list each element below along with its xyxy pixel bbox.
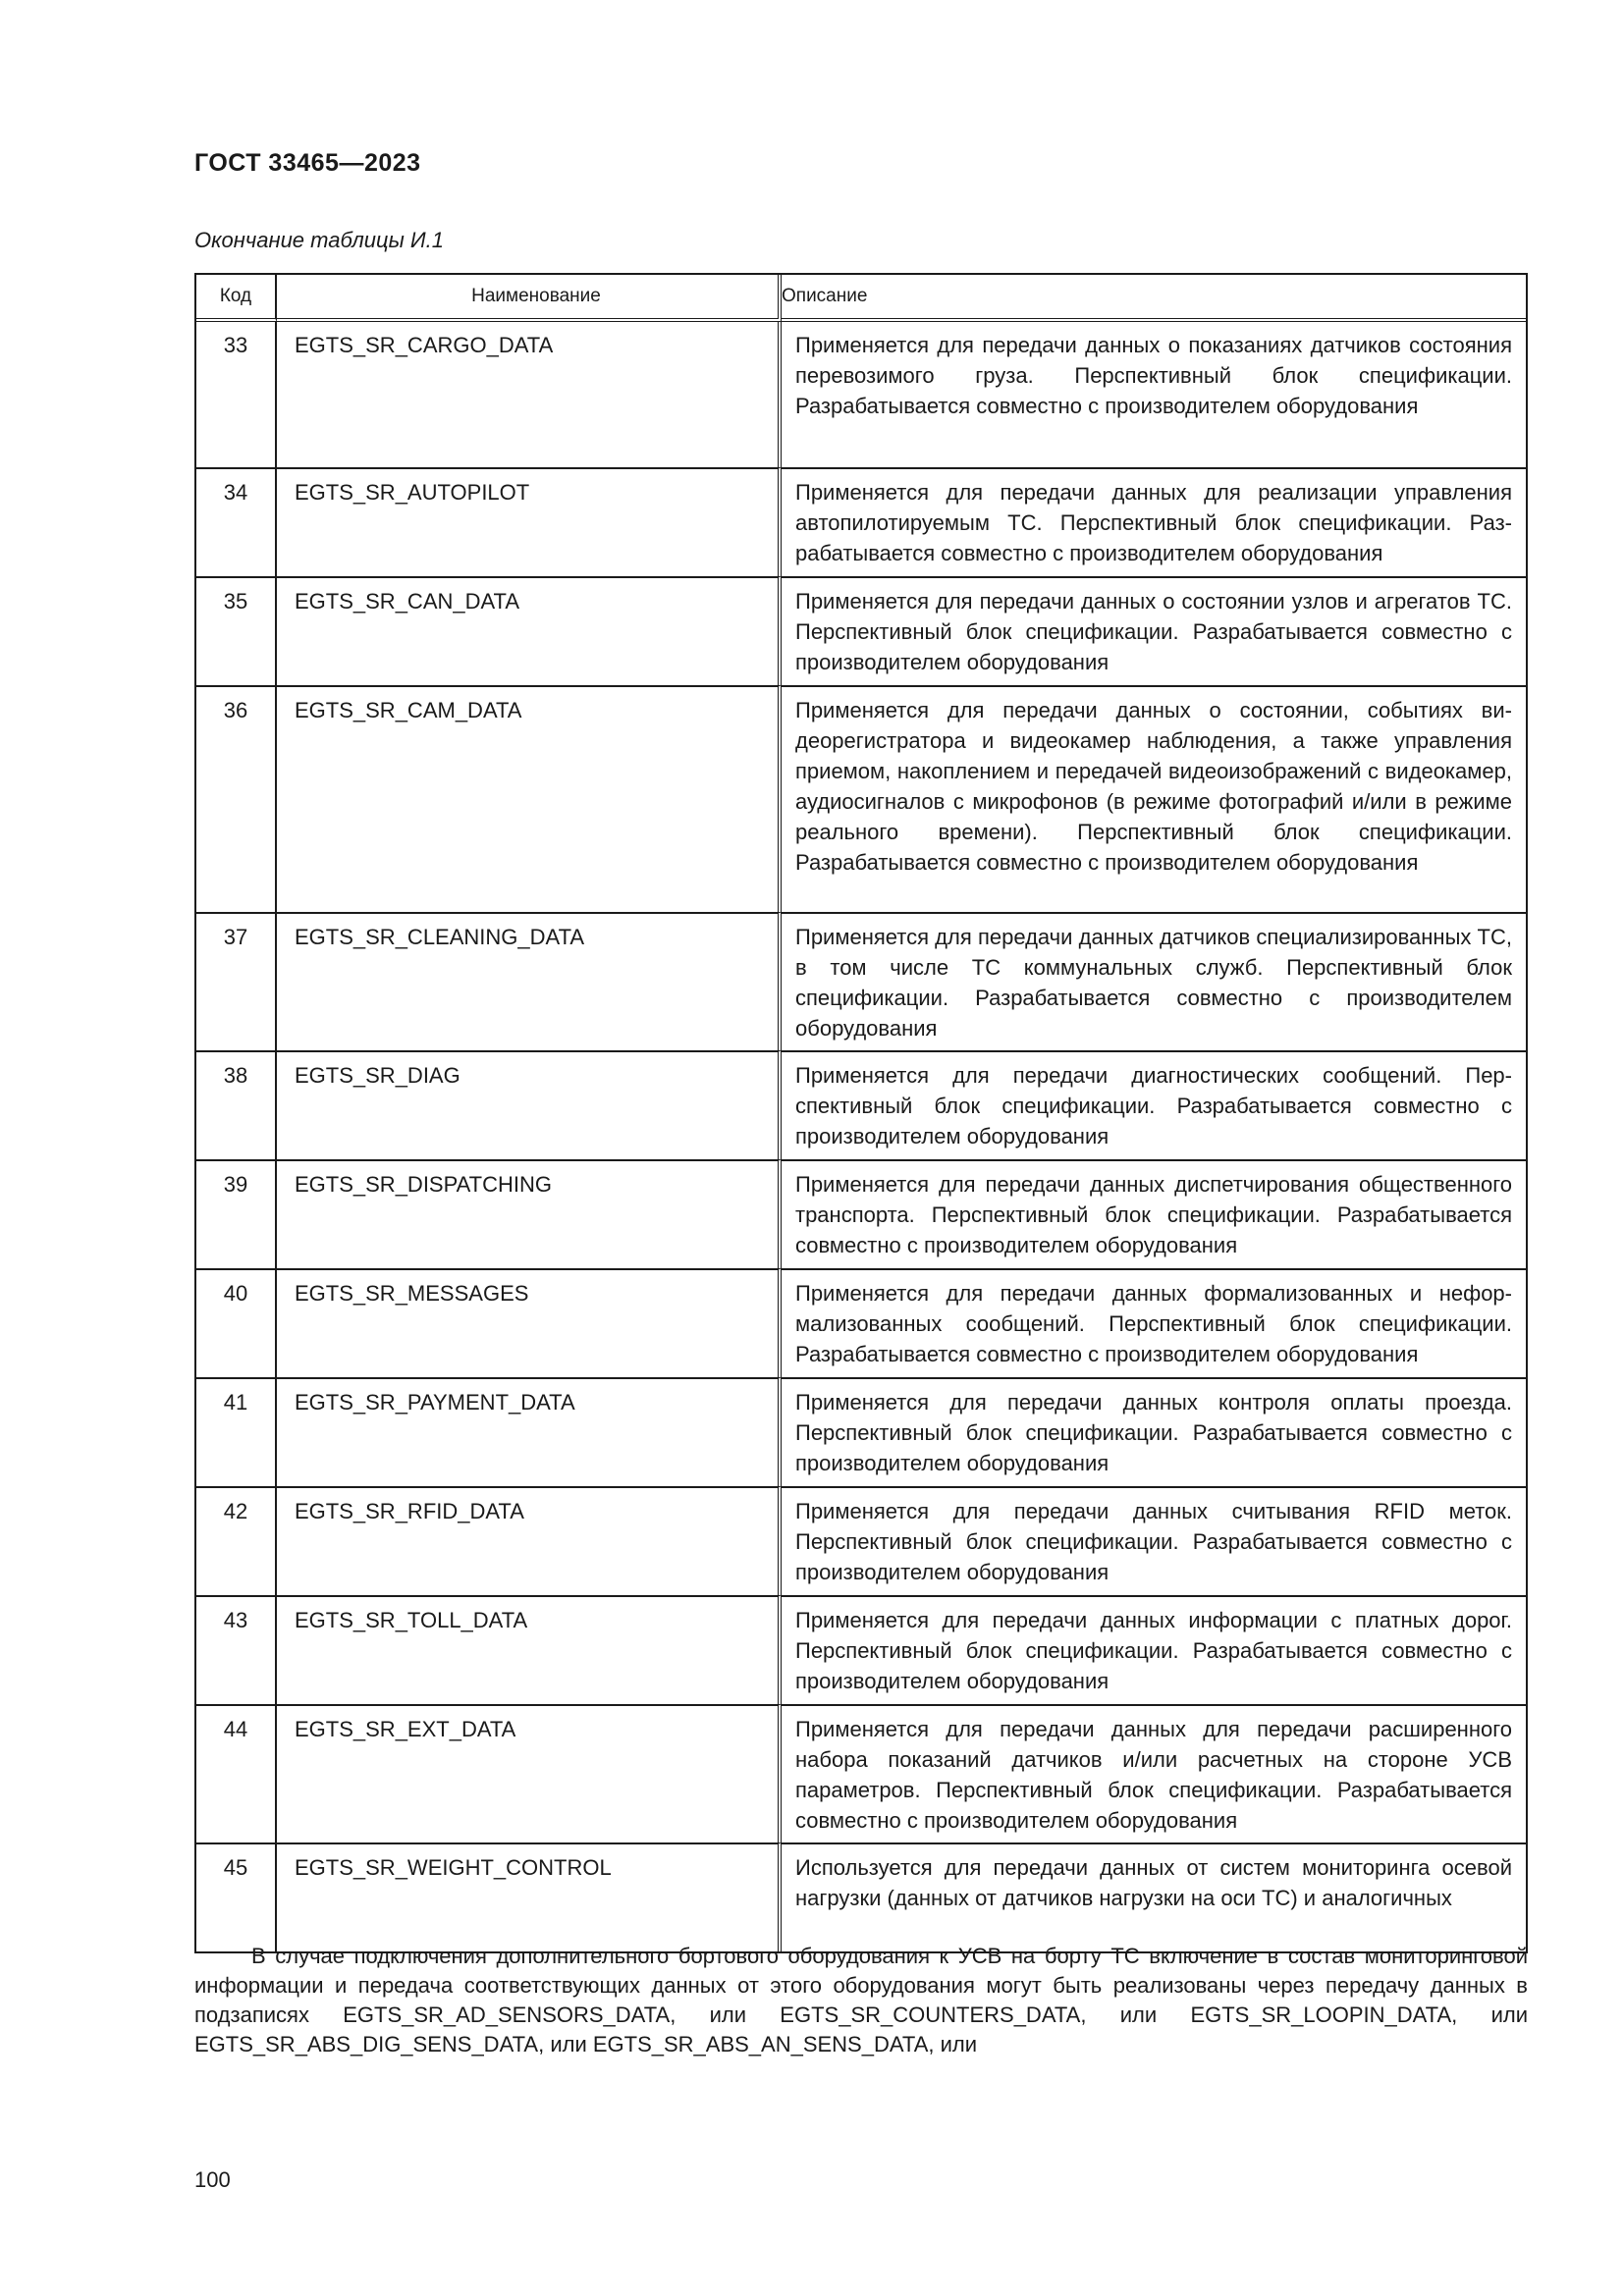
- cell-code: 33: [196, 322, 277, 467]
- cell-code: 42: [196, 1486, 277, 1595]
- cell-description: Применяется для передачи данных для реализации управления автопилотируемым ТС. Перспективный блок спецификации. Разрабатывается совместно с производителем оборудования: [782, 467, 1526, 576]
- cell-code: 43: [196, 1595, 277, 1704]
- cell-name: EGTS_SR_DISPATCHING: [277, 1159, 782, 1268]
- cell-description: Применяется для передачи данных диспетчирования общественного транспорта. Перспективный блок спецификации. Разрабатывается совместно с производителем оборудования: [782, 1159, 1526, 1268]
- cell-name: EGTS_SR_CLEANING_DATA: [277, 912, 782, 1050]
- cell-description: Используется для передачи данных от систем мониторинга осевой нагрузки (данных от датчиков нагрузки на оси ТС) и аналогичных: [782, 1842, 1526, 1951]
- table-row: [196, 1486, 1526, 1595]
- cell-name: EGTS_SR_CARGO_DATA: [277, 322, 782, 467]
- cell-name: EGTS_SR_CAN_DATA: [277, 576, 782, 685]
- cell-name: EGTS_SR_TOLL_DATA: [277, 1595, 782, 1704]
- cell-code: 44: [196, 1704, 277, 1842]
- cell-code: 36: [196, 685, 277, 912]
- cell-description: Применяется для передачи данных формализованных и неформализованных сообщений. Перспективный блок спецификации. Разрабатывается совместно с производителем оборудования: [782, 1268, 1526, 1377]
- table-row: [196, 1377, 1526, 1486]
- table-row: [196, 1268, 1526, 1377]
- table-row: [196, 912, 1526, 1050]
- cell-name: EGTS_SR_CAM_DATA: [277, 685, 782, 912]
- egts-subrecords-table: [194, 273, 1528, 1953]
- cell-name: EGTS_SR_RFID_DATA: [277, 1486, 782, 1595]
- cell-description: Применяется для передачи данных о состоянии узлов и агрегатов ТС. Перспективный блок спецификации. Разрабатывается совместно с производителем оборудования: [782, 576, 1526, 685]
- column-header-code: Код: [196, 275, 277, 322]
- cell-code: 38: [196, 1050, 277, 1159]
- table-row: [196, 1704, 1526, 1842]
- cell-description: Применяется для передачи данных информации с платных дорог. Перспективный блок спецификации. Разрабатывается совместно с производителем оборудования: [782, 1595, 1526, 1704]
- cell-description: Применяется для передачи данных о состоянии, событиях видеорегистратора и видеокамер наблюдения, а также управления приемом, накоплением и передачей видеоизображений с видеокамер, аудиосигналов с микрофонов (в режиме фотографий и/или в режиме реального времени). Перспективный блок спецификации. Разрабатывается совместно с производителем оборудования: [782, 685, 1526, 912]
- column-header-name: Наименование: [277, 275, 782, 322]
- cell-code: 35: [196, 576, 277, 685]
- cell-name: EGTS_SR_WEIGHT_CONTROL: [277, 1842, 782, 1951]
- table-row: [196, 1050, 1526, 1159]
- table-row: [196, 685, 1526, 912]
- body-paragraph: В случае подключения дополнительного бортового оборудования к УСВ на борту ТС включение в состав мониторинговой информации и передача соответствующих данных от этого оборудования могут быть реализованы через передачу данных в подзаписях EGTS_SR_AD_SENSORS_DATA, или EGTS_SR_COUNTERS_DATA, или EGTS_SR_LOOPIN_DATA, или EGTS_SR_ABS_DIG_SENS_DATA, или EGTS_SR_ABS_AN_SENS_DATA, или: [194, 1944, 1528, 2056]
- cell-code: 37: [196, 912, 277, 1050]
- cell-description: Применяется для передачи диагностических сообщений. Перспективный блок спецификации. Разрабатывается совместно с производителем оборудования: [782, 1050, 1526, 1159]
- table-row: [196, 1842, 1526, 1951]
- cell-description: Применяется для передачи данных считывания RFID меток. Перспективный блок спецификации. Разрабатывается совместно с производителем оборудования: [782, 1486, 1526, 1595]
- cell-name: EGTS_SR_AUTOPILOT: [277, 467, 782, 576]
- table-header-row: [196, 275, 1526, 322]
- table-row: [196, 1595, 1526, 1704]
- cell-description: Применяется для передачи данных о показаниях датчиков состояния перевозимого груза. Перспективный блок спецификации. Разрабатывается совместно с производителем оборудования: [795, 333, 1512, 418]
- document-header: ГОСТ 33465—2023: [194, 149, 421, 177]
- cell-description: Применяется для передачи данных датчиков специализированных ТС, в том числе ТС коммунальных служб. Перспективный блок спецификации. Разрабатывается совместно с производителем оборудования: [782, 912, 1526, 1050]
- table-row: [196, 1159, 1526, 1268]
- cell-description: Применяется для передачи данных для передачи расширенного набора показаний датчиков и/или расчетных на стороне УСВ параметров. Перспективный блок спецификации. Разрабатывается совместно с производителем оборудования: [782, 1704, 1526, 1842]
- table-caption: Окончание таблицы И.1: [194, 228, 444, 252]
- table-row: [196, 322, 1526, 467]
- cell-description: Применяется для передачи данных контроля оплаты проезда. Перспективный блок спецификации. Разрабатывается совместно с производителем оборудования: [782, 1377, 1526, 1486]
- cell-code: 40: [196, 1268, 277, 1377]
- column-header-description: Описание: [782, 275, 1526, 322]
- cell-name: EGTS_SR_MESSAGES: [277, 1268, 782, 1377]
- cell-code: 39: [196, 1159, 277, 1268]
- cell-name: EGTS_SR_EXT_DATA: [277, 1704, 782, 1842]
- cell-name: EGTS_SR_PAYMENT_DATA: [277, 1377, 782, 1486]
- page-number: 100: [194, 2167, 231, 2192]
- cell-code: 34: [196, 467, 277, 576]
- cell-code: 41: [196, 1377, 277, 1486]
- cell-code: 45: [196, 1842, 277, 1951]
- cell-name: EGTS_SR_DIAG: [277, 1050, 782, 1159]
- table-row: [196, 467, 1526, 576]
- table-row: [196, 576, 1526, 685]
